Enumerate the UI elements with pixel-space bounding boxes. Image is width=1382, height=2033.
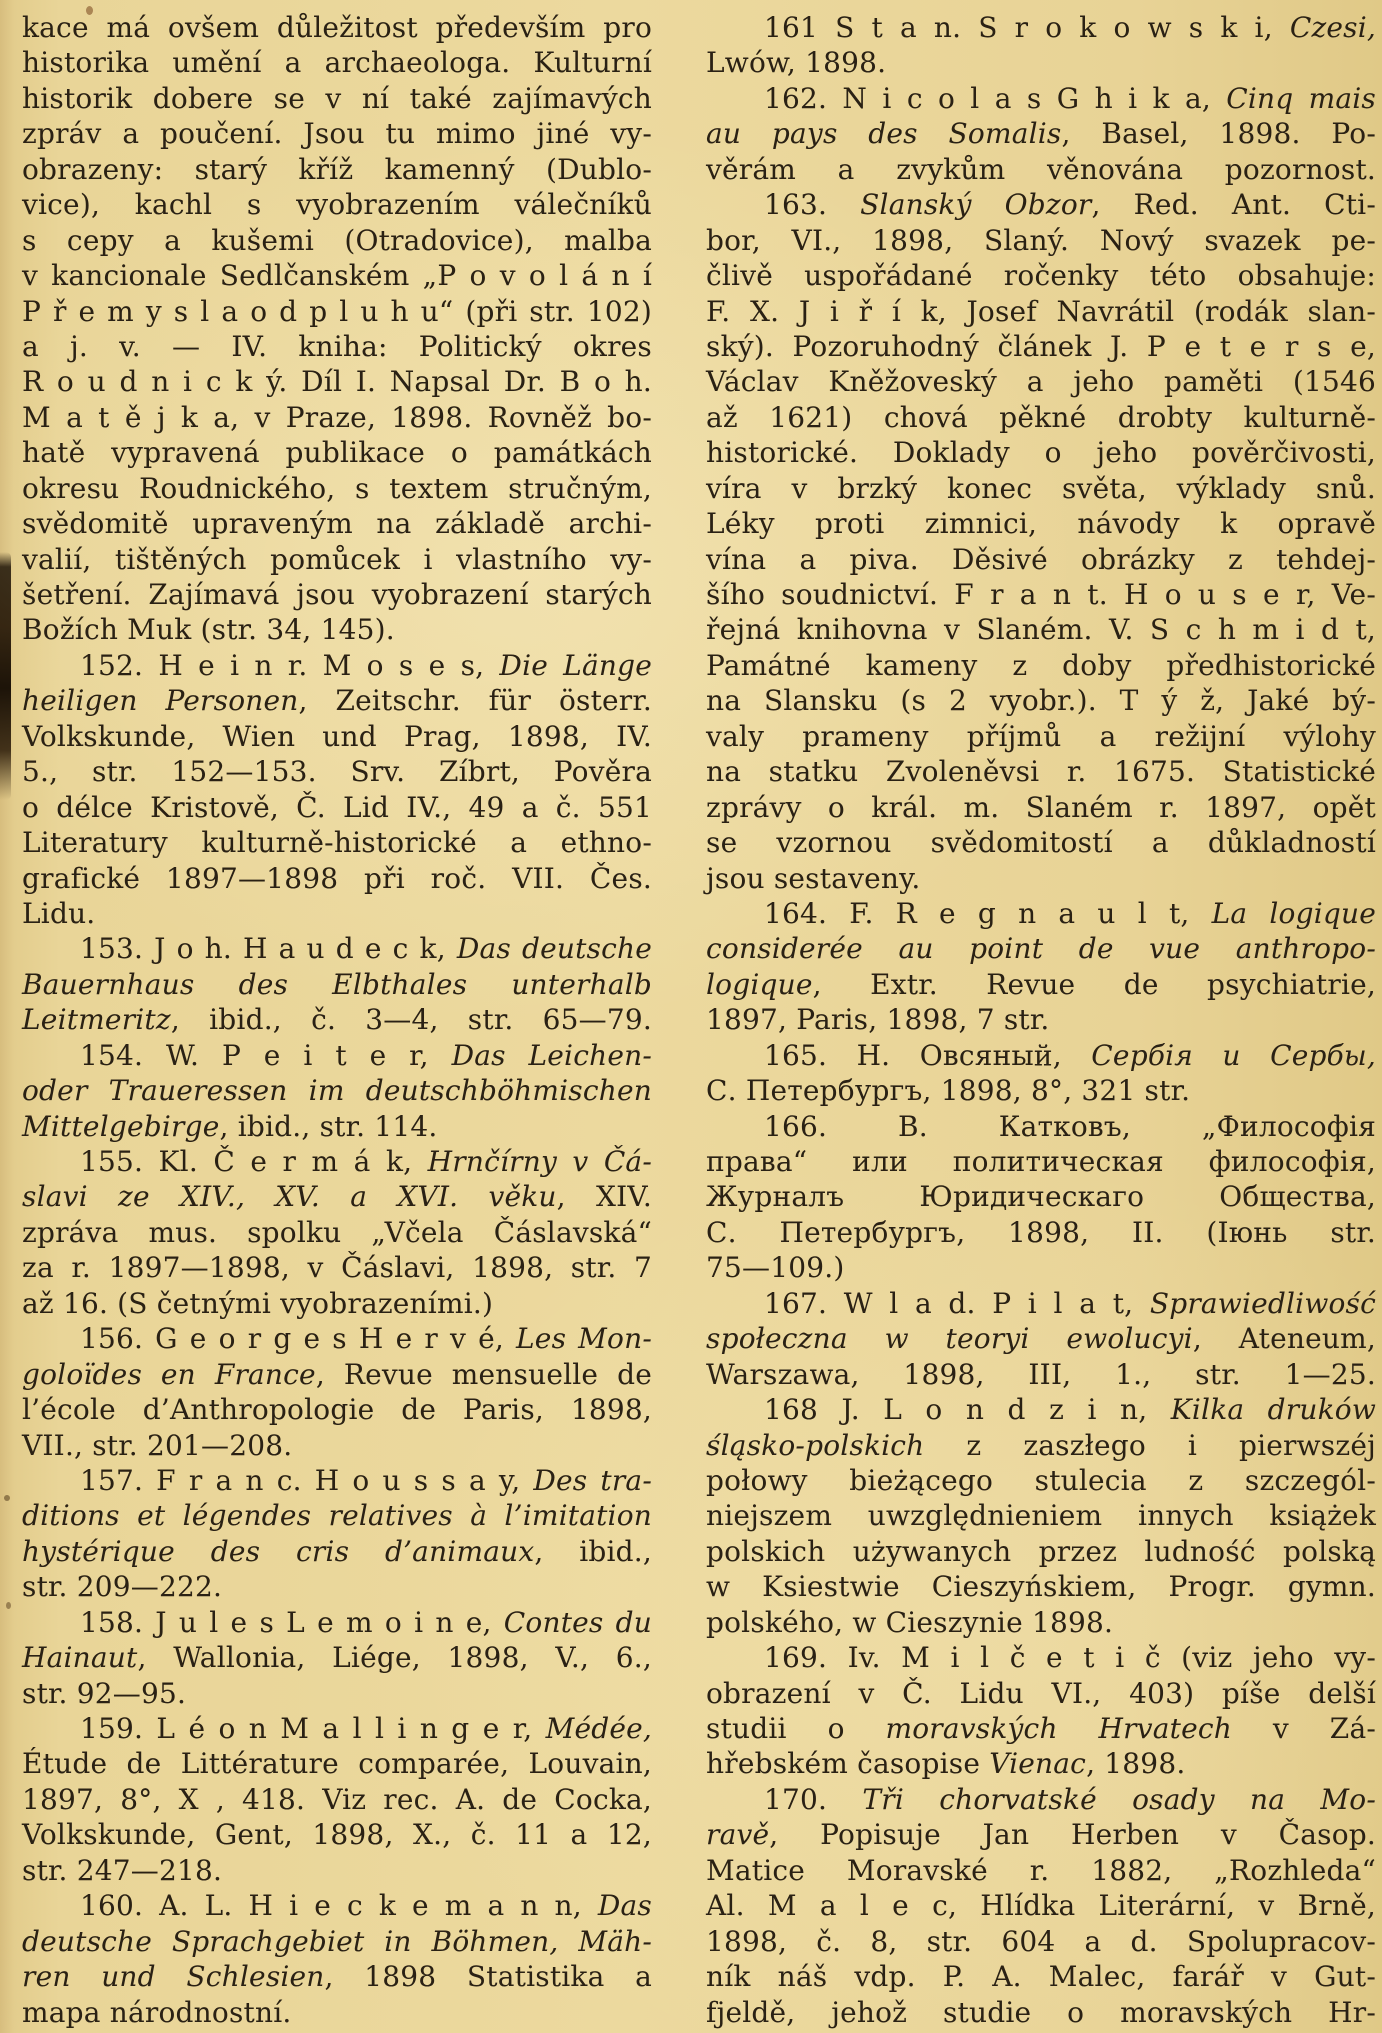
text-run: šího soudnictví. F r a n t. H o u s e r, Ve- — [706, 578, 1376, 611]
text-run: vice), kachl s vyobrazením válečníků — [22, 188, 652, 222]
italic-text-run: Les Mon- — [516, 1322, 652, 1356]
text-line — [706, 152, 1376, 187]
text-run: za r. 1897—1898, v Čáslavi, 1898, str. 7 — [22, 1251, 652, 1285]
text-line — [706, 1109, 1376, 1144]
text-run: Léky proti zimnici, návody k opravě — [706, 507, 1376, 541]
italic-text-run: Cinq mais — [1226, 81, 1376, 115]
italic-text-run: Das Leichen- — [451, 1038, 652, 1072]
italic-text-run: ravě — [706, 1818, 770, 1852]
text-line — [22, 45, 652, 80]
text-line — [706, 1392, 1376, 1427]
text-line — [706, 612, 1376, 647]
right-column — [706, 10, 1376, 2030]
italic-text-run: considerée au point de vue anthropo- — [706, 932, 1376, 966]
text-run: 1898, č. 8, str. 604 a d. Spolupracov- — [706, 1924, 1376, 1958]
italic-text-run: Czesi, — [1289, 11, 1376, 44]
text-run: Památné kameny z doby předhistorické — [706, 648, 1376, 682]
text-line — [706, 1711, 1376, 1746]
text-run: okresu Roudnického, s textem stručným, — [22, 471, 652, 505]
text-line — [22, 1676, 652, 1711]
italic-text-run: au pays des Somalis — [706, 117, 1062, 151]
text-run: šetření. Zajímavá jsou vyobrazení starých — [22, 578, 652, 611]
text-line — [22, 471, 652, 506]
text-run: člivě uspořádané ročenky této obsahuje: — [706, 259, 1376, 293]
text-line — [22, 1746, 652, 1781]
text-line — [706, 258, 1376, 293]
text-run: 1897, 8°, X , 418. Viz rec. A. de Cocka, — [22, 1782, 652, 1816]
text-run: polskich używanych przez ludność polską — [706, 1534, 1376, 1568]
text-run: bor, VI., 1898, Slaný. Nový svazek pe- — [706, 223, 1376, 257]
text-line — [22, 825, 652, 860]
text-run: Literatury kulturně-historické a ethno- — [22, 826, 652, 860]
text-run: 168 J. L o n d z i n, — [764, 1393, 1171, 1427]
text-run: 161 S t a n. S r o k o w s k i, — [764, 11, 1290, 44]
text-line — [22, 719, 652, 754]
text-line — [706, 683, 1376, 718]
text-run: zpráv a poučení. Jsou tu mimo jiné vy- — [22, 117, 652, 151]
italic-text-run: ditions et légendes relatives à l’imitation — [22, 1499, 652, 1533]
text-line — [22, 1002, 652, 1037]
text-line — [706, 861, 1376, 896]
text-line — [22, 1782, 652, 1817]
text-line — [706, 967, 1376, 1002]
text-line — [22, 1640, 652, 1675]
text-line — [22, 1711, 652, 1746]
text-run: až 16. (S četnými vyobrazeními.) — [22, 1286, 494, 1320]
italic-text-run: Die Länge — [499, 648, 652, 682]
text-line — [706, 754, 1376, 789]
text-line — [22, 506, 652, 541]
text-run: P ř e m y s l a o d p l u h u“ (při str. 102) — [22, 294, 652, 328]
text-line — [706, 1853, 1376, 1888]
text-run: 166. В. Катковъ, „Философія — [764, 1109, 1376, 1143]
text-run: kace má ovšem důležitost především pro — [22, 11, 652, 44]
text-run: , Extr. Revue de psychiatrie, — [812, 967, 1376, 1001]
text-line — [706, 1038, 1376, 1073]
text-run: svědomitě upraveným na základě archi- — [22, 507, 652, 541]
text-run: obrazení v Č. Lidu VI., 403) píše delší — [706, 1676, 1376, 1710]
italic-text-run: slavi ze XIV., XV. a XVI. věku — [22, 1180, 557, 1214]
text-run: Volkskunde, Wien und Prag, 1898, IV. — [22, 719, 652, 753]
text-line — [706, 81, 1376, 116]
text-line — [706, 10, 1376, 45]
text-line — [22, 364, 652, 399]
text-run: až 1621) chová pěkné drobty kulturně- — [706, 400, 1376, 434]
italic-text-run: Contes du — [503, 1605, 653, 1639]
text-run: historické. Doklady o jeho pověrčivosti, — [706, 436, 1376, 470]
text-line — [22, 400, 652, 435]
text-run: VII., str. 201—208. — [22, 1428, 293, 1462]
italic-text-run: Сербія и Сербы, — [1091, 1038, 1376, 1072]
text-line — [706, 1888, 1376, 1923]
text-run: 162. N i c o l a s G h i k a, — [764, 81, 1227, 115]
text-run: , ibid., — [534, 1534, 652, 1568]
text-line — [706, 1250, 1376, 1285]
italic-text-run: Das — [597, 1889, 652, 1923]
text-line — [706, 1782, 1376, 1817]
italic-text-run: śląsko-polskich — [706, 1428, 925, 1462]
text-line — [706, 648, 1376, 683]
italic-text-run: Slanský Obzor — [860, 188, 1092, 222]
text-line — [706, 223, 1376, 258]
text-line — [22, 81, 652, 116]
text-run: hatě vypravená publikace o památkách — [22, 436, 652, 470]
text-run: v kancionale Sedlčanském „P o v o l á n í — [22, 259, 652, 293]
left-column — [22, 10, 652, 2030]
text-line — [706, 506, 1376, 541]
text-run: hřebském časopise — [706, 1747, 990, 1781]
text-line — [22, 1888, 652, 1923]
text-line — [22, 152, 652, 187]
text-line — [706, 1002, 1376, 1037]
text-line — [706, 1215, 1376, 1250]
text-line — [706, 577, 1376, 612]
text-run: , Wallonia, Liége, 1898, V., 6., — [137, 1641, 652, 1675]
text-line — [22, 1853, 652, 1888]
italic-text-run: Vienac — [989, 1747, 1087, 1781]
text-run: 167. W l a d. P i l a t, — [764, 1286, 1150, 1320]
text-line — [22, 10, 652, 45]
text-run: , Ateneum, — [1192, 1322, 1376, 1356]
paper-speck — [6, 1602, 11, 1609]
text-line — [706, 364, 1376, 399]
text-run: права“ или политическая философія, — [706, 1145, 1376, 1178]
text-run: 165. Н. Овсяный, — [764, 1038, 1092, 1072]
italic-text-run: moravských Hrvatech — [885, 1712, 1233, 1745]
text-run: Václav Kněžoveský a jeho paměti (1546 — [706, 365, 1376, 399]
text-line — [706, 45, 1376, 80]
text-run: Étude de Littérature comparée, Louvain, — [22, 1747, 652, 1781]
italic-text-run: Leitmeritz — [22, 1003, 171, 1037]
text-line — [706, 187, 1376, 222]
text-run: grafické 1897—1898 při roč. VII. Čes. — [22, 861, 652, 895]
italic-text-run: Kilka druków — [1170, 1393, 1376, 1427]
text-line — [22, 1959, 652, 1994]
text-line — [706, 896, 1376, 931]
text-line — [22, 223, 652, 258]
text-line — [22, 1428, 652, 1463]
text-line — [706, 116, 1376, 151]
text-run: , ibid., č. 3—4, str. 65—79. — [170, 1003, 652, 1037]
text-line — [22, 258, 652, 293]
text-line — [706, 1179, 1376, 1214]
text-run: Al. M a l e c, Hlídka Literární, v Brně, — [706, 1889, 1376, 1923]
text-run: , Revue mensuelle de — [315, 1357, 652, 1391]
text-run: na Slansku (s 2 vyobr.). T ý ž, Jaké bý- — [706, 684, 1376, 718]
text-run: v Zá- — [1232, 1712, 1376, 1745]
text-line — [22, 754, 652, 789]
text-line — [706, 435, 1376, 470]
italic-text-run: społeczna w teoryi ewolucyi — [706, 1322, 1193, 1356]
text-line — [706, 1569, 1376, 1604]
text-run: se vzornou svědomitostí a důkladností — [706, 826, 1376, 860]
text-line — [706, 1924, 1376, 1959]
text-run: , Zeitschr. für österr. — [298, 684, 652, 718]
text-run: 164. F. R e g n a u l t, — [764, 896, 1212, 930]
text-run: víra v brzký konec světa, výklady snů. — [706, 471, 1376, 505]
text-run: С. Петербургъ, 1898, II. (Іюнь str. — [706, 1215, 1376, 1249]
text-line — [22, 1817, 652, 1852]
text-run: , Red. Ant. Cti- — [1091, 188, 1376, 222]
text-line — [22, 1357, 652, 1392]
text-line — [706, 1959, 1376, 1994]
text-run: w Ksiestwie Cieszyńskiem, Progr. gymn. — [706, 1570, 1376, 1604]
text-run: 158. J u l e s L e m o i n e, — [80, 1605, 504, 1639]
text-run: str. 247—218. — [22, 1853, 223, 1887]
text-line — [22, 1144, 652, 1179]
text-run: valií, tištěných pomůcek i vlastního vy- — [22, 542, 652, 576]
text-line — [706, 1144, 1376, 1179]
text-line — [22, 1463, 652, 1498]
text-run: 75—109.) — [706, 1251, 845, 1285]
text-line — [706, 1676, 1376, 1711]
text-line — [22, 790, 652, 825]
text-line — [22, 329, 652, 364]
text-run: historik dobere se v ní také zajímavých — [22, 81, 652, 115]
text-line — [22, 116, 652, 151]
text-run: fjeldě, jehož studie o moravských Hr- — [706, 1995, 1376, 2029]
text-line — [22, 1569, 652, 1604]
text-line — [706, 294, 1376, 329]
text-line — [22, 896, 652, 931]
text-run: Lwów, 1898. — [706, 46, 887, 80]
text-line — [706, 1534, 1376, 1569]
text-run: 169. Iv. M i l č e t i č (viz jeho vy- — [764, 1641, 1376, 1675]
text-run: ský). Pozoruhodný článek J. P e t e r s e, — [706, 329, 1376, 363]
text-run: , 1898 Statistika a — [324, 1960, 652, 1994]
text-run: o délce Kristově, Č. Lid IV., 49 a č. 551 — [22, 790, 652, 824]
italic-text-run: Bauernhaus des Elbthales unterhalb — [22, 967, 652, 1001]
text-run: mapa národnostní. — [22, 1995, 292, 2029]
text-line — [706, 1321, 1376, 1356]
text-run: 155. Kl. Č e r m á k, — [80, 1145, 428, 1178]
text-run: ník náš vdp. P. A. Malec, farář v Gut- — [706, 1960, 1376, 1994]
text-run: Warszawa, 1898, III, 1., str. 1—25. — [706, 1357, 1376, 1391]
italic-text-run: Sprawiedliwość — [1149, 1286, 1376, 1320]
text-line — [22, 1073, 652, 1108]
text-line — [706, 1357, 1376, 1392]
text-run: Lidu. — [22, 896, 96, 930]
text-line — [22, 612, 652, 647]
text-line — [22, 1250, 652, 1285]
text-run: , Popisuje Jan Herben v Časop. — [769, 1818, 1376, 1852]
italic-text-run: goloïdes en France — [22, 1357, 316, 1391]
text-line — [22, 1286, 652, 1321]
text-run: věrám a zvykům věnována pozornost. — [706, 152, 1376, 186]
italic-text-run: deutsche Sprachgebiet in Böhmen, Mäh- — [22, 1924, 652, 1958]
italic-text-run: Des tra- — [533, 1463, 652, 1497]
italic-text-run: logique — [706, 967, 813, 1001]
text-run: 163. — [764, 188, 861, 222]
text-line — [22, 861, 652, 896]
text-run: 5., str. 152—153. Srv. Zíbrt, Pověra — [22, 755, 652, 789]
text-run: 152. H e i n r. M o s e s, — [80, 648, 500, 682]
text-run: połowy bieżącego stulecia z szczegól- — [706, 1463, 1376, 1497]
text-line — [22, 435, 652, 470]
text-line — [22, 1605, 652, 1640]
text-run: , 1898. — [1086, 1747, 1186, 1781]
text-run: Volkskunde, Gent, 1898, X., č. 11 a 12, — [22, 1818, 652, 1852]
text-run: jsou sestaveny. — [706, 861, 921, 895]
text-line — [22, 1924, 652, 1959]
text-line — [706, 400, 1376, 435]
text-line — [706, 1428, 1376, 1463]
text-line — [22, 1038, 652, 1073]
text-line — [22, 683, 652, 718]
text-run: 1897, Paris, 1898, 7 str. — [706, 1003, 1050, 1037]
text-run: 154. W. P e i t e r, — [80, 1038, 452, 1072]
text-line — [706, 1073, 1376, 1108]
text-run: řejná knihovna v Slaném. V. S c h m i d t, — [706, 613, 1376, 647]
text-line — [22, 967, 652, 1002]
text-run: valy prameny příjmů a režijní výlohy — [706, 719, 1376, 753]
text-line — [22, 1109, 652, 1144]
text-line — [706, 825, 1376, 860]
text-line — [22, 1321, 652, 1356]
text-run: a j. v. — IV. kniha: Politický okres — [22, 329, 652, 363]
text-run: str. 209—222. — [22, 1570, 223, 1604]
text-line — [706, 471, 1376, 506]
text-run: С. Петербургъ, 1898, 8°, 321 str. — [706, 1074, 1191, 1108]
text-line — [706, 931, 1376, 966]
text-run: vína a piva. Děsivé obrázky z tehdej- — [706, 542, 1376, 576]
text-run: z zaszłego i pierwszéj — [924, 1428, 1376, 1462]
text-line — [706, 1640, 1376, 1675]
text-line — [22, 1995, 652, 2030]
italic-text-run: Hrnčírny v Čá- — [427, 1145, 652, 1178]
text-line — [706, 329, 1376, 364]
text-run: 157. F r a n c. H o u s s a y, — [80, 1463, 534, 1497]
text-run: , Basel, 1898. Po- — [1061, 117, 1376, 151]
text-run: R o u d n i c k ý. Díl I. Napsal Dr. B o h. — [22, 365, 652, 399]
text-run: zprávy o král. m. Slaném r. 1897, opět — [706, 790, 1376, 824]
text-run: 170. — [764, 1782, 863, 1816]
text-line — [706, 719, 1376, 754]
italic-text-run: ren und Schlesien — [22, 1960, 325, 1994]
italic-text-run: oder Traueressen im deutschböhmischen — [22, 1074, 652, 1108]
text-run: historika umění a archaeologa. Kulturní — [22, 46, 652, 80]
text-line — [706, 1817, 1376, 1852]
text-run: F. X. J i ř í k, Josef Navrátil (rodák slan- — [706, 294, 1376, 328]
text-line — [706, 790, 1376, 825]
text-run: s cepy a kušemi (Otradovice), malba — [22, 223, 652, 257]
text-run: obrazeny: starý kříž kamenný (Dublo- — [22, 152, 652, 186]
text-line — [706, 542, 1376, 577]
text-run: niejszem uwzględnieniem innych książek — [706, 1499, 1376, 1533]
text-line — [22, 1179, 652, 1214]
text-line — [706, 1605, 1376, 1640]
text-run: studii o — [706, 1712, 886, 1745]
paper-speck — [4, 1495, 10, 1501]
text-run: str. 92—95. — [22, 1676, 187, 1710]
text-run: Matice Moravské r. 1882, „Rozhleda“ — [706, 1853, 1376, 1887]
text-run: , ibid., str. 114. — [219, 1109, 438, 1143]
italic-text-run: hystérique des cris d’animaux — [22, 1534, 535, 1568]
italic-text-run: Hainaut — [22, 1641, 138, 1675]
text-run: 153. J o h. H a u d e c k, — [80, 932, 457, 966]
text-line — [22, 577, 652, 612]
text-line — [22, 1534, 652, 1569]
text-line — [22, 1498, 652, 1533]
text-run: 156. G e o r g e s H e r v é, — [80, 1322, 516, 1356]
italic-text-run: La logique — [1211, 896, 1376, 930]
italic-text-run: Das deutsche — [456, 932, 652, 966]
text-line — [22, 1392, 652, 1427]
text-line — [22, 648, 652, 683]
italic-text-run: Tři chorvatské osady na Mo- — [862, 1782, 1376, 1816]
text-line — [22, 1215, 652, 1250]
text-run: M a t ě j k a, v Praze, 1898. Rovněž bo- — [22, 400, 652, 434]
text-line — [706, 1995, 1376, 2030]
text-line — [22, 542, 652, 577]
text-run: 159. L é o n M a l l i n g e r, — [80, 1712, 546, 1745]
text-line — [706, 1498, 1376, 1533]
text-line — [22, 294, 652, 329]
text-line — [22, 187, 652, 222]
scan-gutter-shadow — [0, 552, 11, 800]
text-run: Журналъ Юридическаго Общества, — [706, 1180, 1376, 1214]
italic-text-run: heiligen Personen — [22, 684, 299, 718]
text-run: na statku Zvoleněvsi r. 1675. Statistické — [706, 755, 1376, 789]
text-run: Božích Muk (str. 34, 145). — [22, 613, 395, 647]
text-line — [706, 1746, 1376, 1781]
text-line — [706, 1286, 1376, 1321]
text-run: 160. A. L. H i e c k e m a n n, — [80, 1889, 598, 1923]
text-line — [22, 931, 652, 966]
italic-text-run: Mittelgebirge — [22, 1109, 220, 1143]
italic-text-run: Médée, — [545, 1712, 652, 1745]
text-run: zpráva mus. spolku „Včela Čáslavská“ — [22, 1215, 652, 1249]
text-run: polského, w Cieszynie 1898. — [706, 1605, 1114, 1639]
text-run: l’école d’Anthropologie de Paris, 1898, — [22, 1393, 652, 1427]
text-line — [706, 1463, 1376, 1498]
text-run: , XIV. — [556, 1180, 652, 1214]
